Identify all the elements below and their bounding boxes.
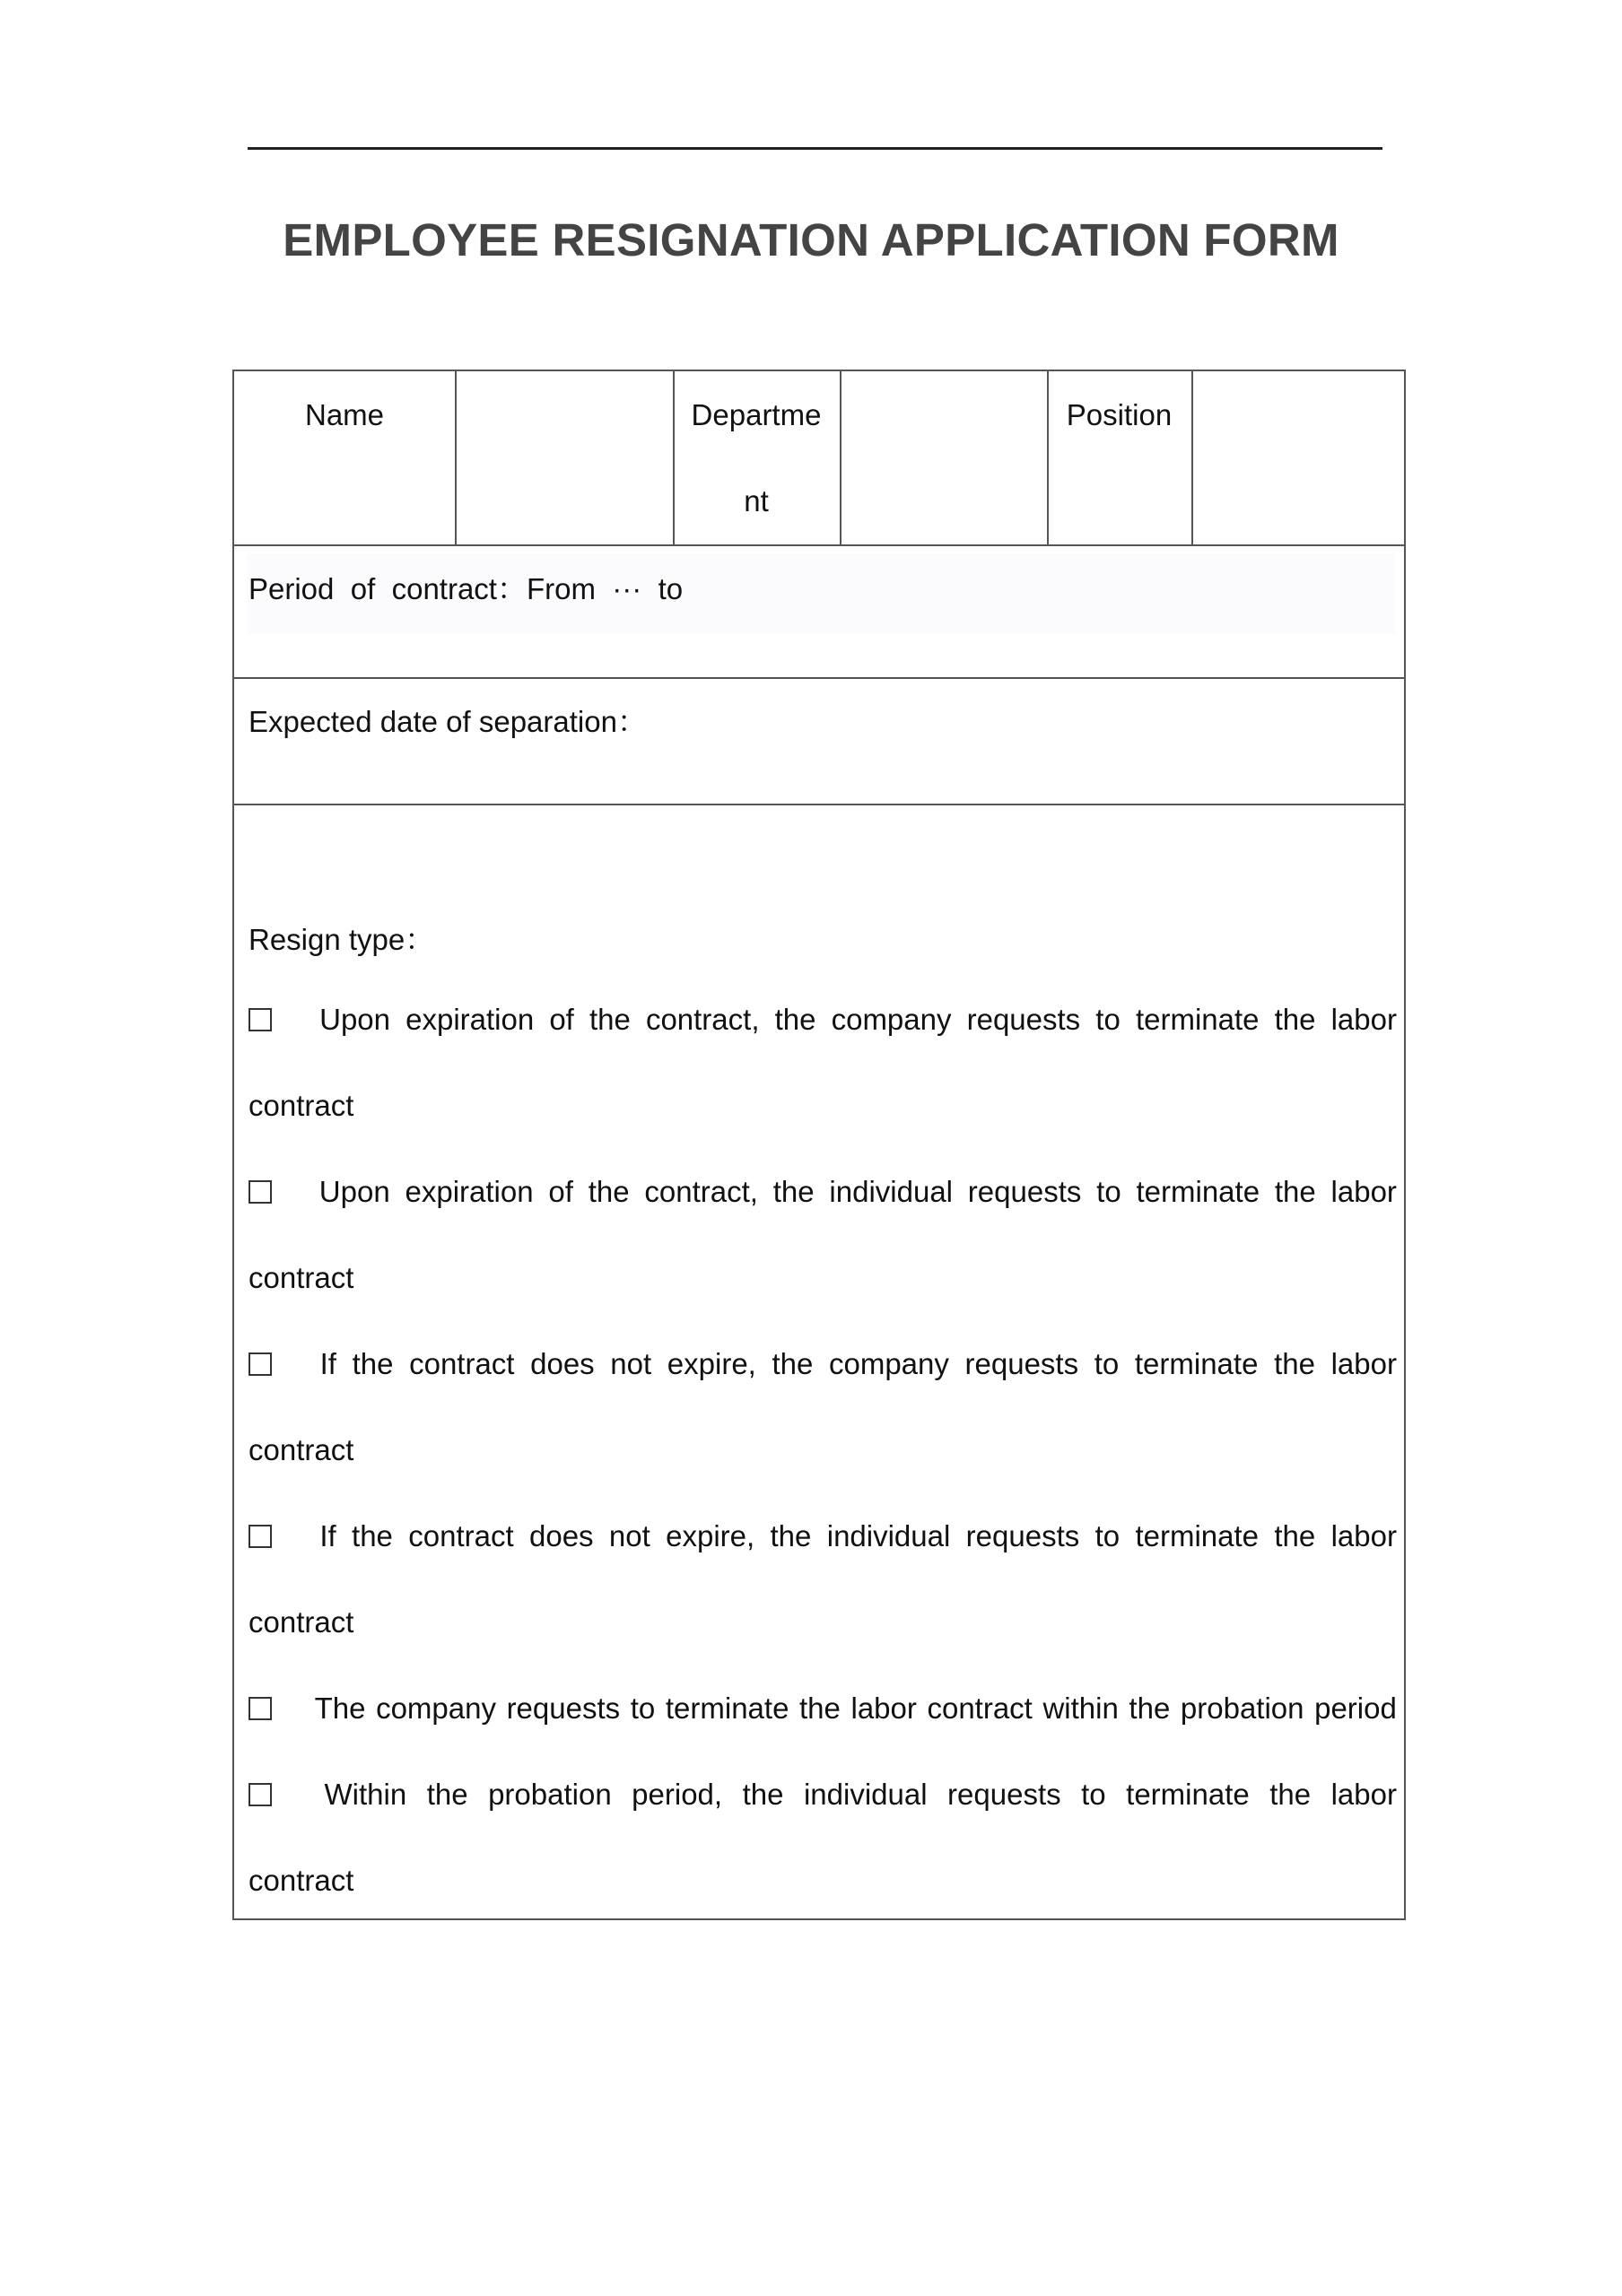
option-word: requests (967, 1175, 1082, 1208)
option-word: the (774, 1003, 816, 1036)
option-word: the (1274, 1003, 1316, 1036)
option-word: labor (1330, 1175, 1397, 1208)
option-word: company (376, 1692, 496, 1725)
option-word: If (319, 1347, 336, 1380)
option-word: does (528, 1519, 594, 1552)
resign-type-section (234, 805, 1404, 1920)
option-word: requests (965, 1519, 1080, 1552)
option-word: contract, (644, 1175, 758, 1208)
option-word: company (828, 1347, 949, 1380)
option-word: terminate (1135, 1003, 1260, 1036)
resign-type-label: Resign type： (249, 923, 435, 956)
resign-option-4-continuation: contract (249, 1605, 354, 1639)
option-word: terminate (1136, 1175, 1260, 1208)
period-label: Period of contract：From ··· to (249, 572, 684, 605)
option-word: expire, (666, 1519, 755, 1552)
resign-option-1[interactable] (249, 1003, 1397, 1037)
option-word: period (1314, 1692, 1397, 1725)
name-value-cell[interactable] (457, 371, 672, 544)
resign-option-3-continuation: contract (249, 1433, 354, 1466)
department-value-cell[interactable] (842, 371, 1046, 544)
option-word: Upon (319, 1003, 390, 1036)
position-label: Position (1066, 398, 1173, 431)
checkbox[interactable] (249, 1008, 272, 1031)
option-word: to (1094, 1519, 1121, 1552)
resign-option-4[interactable] (249, 1519, 1397, 1553)
resignation-form-table (232, 370, 1406, 1920)
option-word: the (352, 1519, 393, 1552)
option-word: expire, (667, 1347, 756, 1380)
resign-option-2-continuation: contract (249, 1261, 354, 1294)
resign-option-6-continuation: contract (249, 1864, 354, 1897)
option-word: the (772, 1175, 815, 1208)
option-word: to (1096, 1175, 1121, 1208)
option-word: contract (927, 1692, 1033, 1725)
option-word: not (608, 1519, 650, 1552)
option-word: Within (324, 1778, 407, 1811)
resign-option-1-continuation: contract (249, 1089, 354, 1122)
option-word: the (799, 1692, 841, 1725)
form-title: EMPLOYEE RESIGNATION APPLICATION FORM (283, 214, 1339, 265)
option-word: terminate (1135, 1519, 1260, 1552)
option-word: the (742, 1778, 784, 1811)
option-word: the (770, 1519, 812, 1552)
option-word: contract (409, 1347, 515, 1380)
option-word: the (1129, 1692, 1171, 1725)
option-word: probation (1180, 1692, 1304, 1725)
option-word: the (1274, 1347, 1315, 1380)
option-word: individual (829, 1175, 953, 1208)
option-word: to (1095, 1003, 1121, 1036)
option-word: probation (488, 1778, 612, 1811)
option-word: requests (964, 1347, 1079, 1380)
option-word: the (772, 1347, 814, 1380)
option-word: individual (826, 1519, 951, 1552)
option-word: the (588, 1175, 630, 1208)
option-word: the (589, 1003, 631, 1036)
name-label: Name (304, 398, 385, 431)
checkbox[interactable] (249, 1525, 272, 1548)
position-value-cell[interactable] (1193, 371, 1406, 544)
option-word: labor (1330, 1778, 1397, 1811)
department-label-line2: nt (744, 484, 769, 517)
option-word: requests (506, 1692, 621, 1725)
option-word: company (831, 1003, 952, 1036)
option-word: individual (803, 1778, 928, 1811)
option-word: terminate (1134, 1347, 1259, 1380)
option-word: The (314, 1692, 366, 1725)
option-word: of (548, 1175, 573, 1208)
resign-option-3[interactable] (249, 1347, 1397, 1381)
option-word: Upon (318, 1175, 390, 1208)
option-word: the (1269, 1778, 1312, 1811)
option-word: expiration (405, 1175, 534, 1208)
option-word: If (319, 1519, 336, 1552)
option-word: the (1274, 1519, 1316, 1552)
option-word: of (549, 1003, 574, 1036)
department-label-line1: Departme (691, 398, 822, 431)
option-word: labor (1330, 1003, 1397, 1036)
option-word: to (1081, 1778, 1106, 1811)
option-word: the (426, 1778, 468, 1811)
option-word: to (630, 1692, 656, 1725)
resign-option-5[interactable] (249, 1692, 1397, 1726)
option-word: expiration (406, 1003, 535, 1036)
checkbox[interactable] (249, 1180, 272, 1204)
option-word: requests (966, 1003, 1081, 1036)
separation-row[interactable] (234, 679, 1404, 804)
option-word: labor (1330, 1519, 1397, 1552)
option-word: not (610, 1347, 652, 1380)
option-word: does (530, 1347, 595, 1380)
checkbox[interactable] (249, 1783, 272, 1806)
period-row[interactable] (234, 546, 1404, 677)
option-word: to (1094, 1347, 1120, 1380)
option-word: the (352, 1347, 394, 1380)
option-word: terminate (1126, 1778, 1250, 1811)
resign-option-6[interactable] (249, 1778, 1397, 1812)
checkbox[interactable] (249, 1697, 272, 1720)
separation-label: Expected date of separation： (249, 705, 647, 738)
checkbox[interactable] (249, 1352, 272, 1376)
option-word: labor (1330, 1347, 1397, 1380)
option-word: terminate (665, 1692, 789, 1725)
option-word: labor (850, 1692, 917, 1725)
option-word: the (1274, 1175, 1316, 1208)
option-word: within (1042, 1692, 1119, 1725)
option-word: contract, (645, 1003, 760, 1036)
option-word: contract (408, 1519, 514, 1552)
resign-option-2[interactable] (249, 1175, 1397, 1209)
option-word: period, (632, 1778, 723, 1811)
header-rule (248, 147, 1382, 150)
option-word: requests (947, 1778, 1061, 1811)
